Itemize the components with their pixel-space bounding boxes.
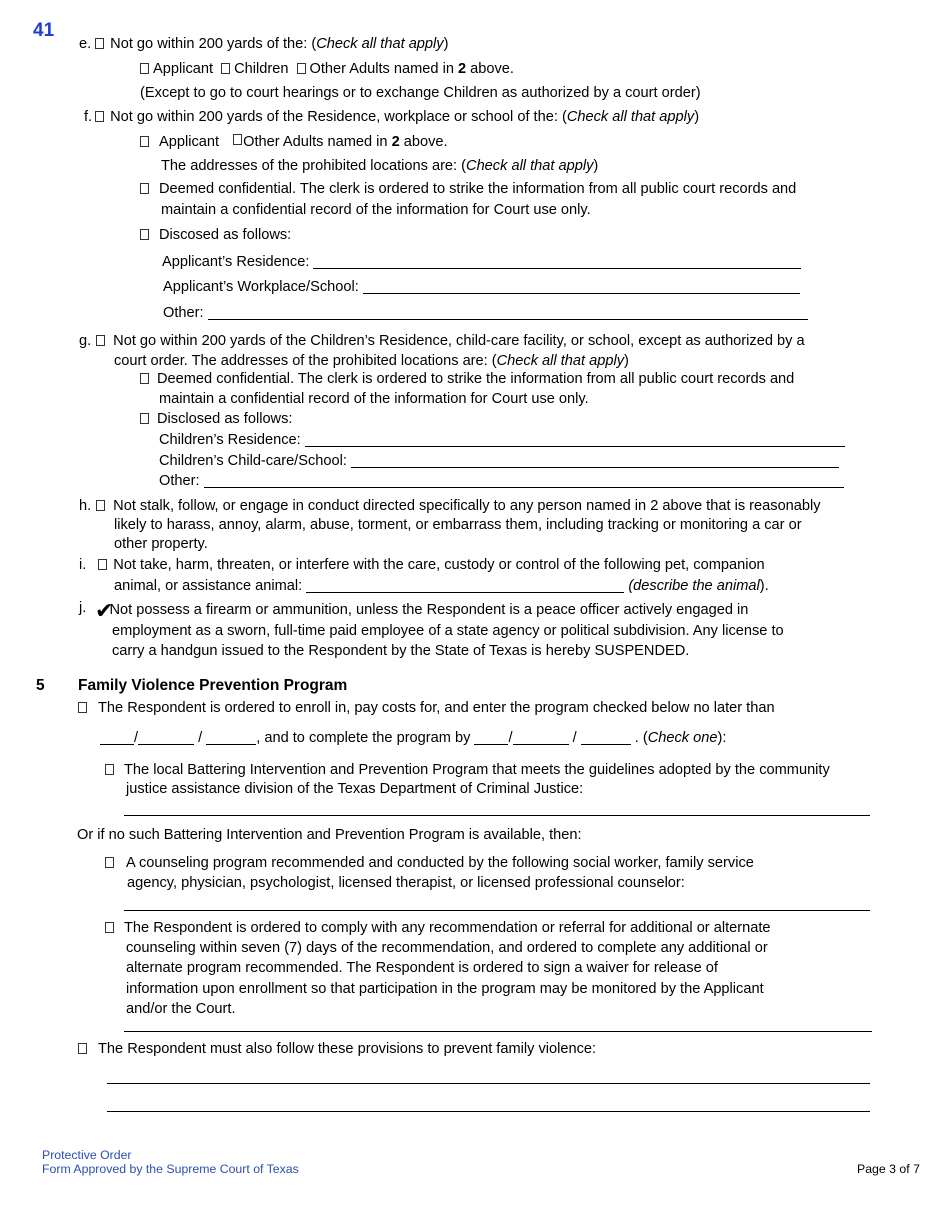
checkbox-g-disclosed[interactable] <box>140 413 149 424</box>
checkbox-bipp[interactable] <box>105 764 114 775</box>
checkbox-counsel[interactable] <box>105 857 114 868</box>
bipp-input[interactable] <box>124 815 870 816</box>
item-i-line2: animal, or assistance animal: (describe the animal). <box>114 578 769 594</box>
footer-page-number: Page 3 of 7 <box>857 1162 920 1176</box>
item-j: j. <box>79 600 87 616</box>
checkbox-f-applicant[interactable] <box>140 136 149 147</box>
checkbox-comply[interactable] <box>105 922 114 933</box>
checkbox-g-confidential[interactable] <box>140 373 149 384</box>
provisions-input-1[interactable] <box>107 1083 870 1084</box>
comply-item: The Respondent is ordered to comply with any recommendation or referral for additional or alternate <box>105 919 771 937</box>
item-g-disclosed: Disclosed as follows: <box>140 410 292 428</box>
checkbox-e-applicant[interactable] <box>140 63 149 74</box>
item-j-line1: ✔Not possess a firearm or ammunition, unless the Respondent is a peace officer actively engaged in <box>95 598 749 623</box>
checkbox-e[interactable] <box>95 38 104 49</box>
also-item: The Respondent must also follow these provisions to prevent family violence: <box>78 1040 596 1058</box>
checkbox-f-disclosed[interactable] <box>140 229 149 240</box>
item-f-disclosed: Discosed as follows: <box>140 226 291 244</box>
item-f-options: Applicant Other Adults named in 2 above. <box>140 133 448 151</box>
f-workplace-input[interactable] <box>363 279 800 294</box>
item-g-line2: court order. The addresses of the prohibited locations are: (Check all that apply) <box>114 353 629 369</box>
item-g: g. Not go within 200 yards of the Children’s Residence, child-care facility, or school, except as authorized by a <box>79 333 805 349</box>
g-childcare-field: Children’s Child-care/School: <box>159 452 839 470</box>
item-f-confidential-2: maintain a confidential record of the information for Court use only. <box>161 202 591 218</box>
g-residence-field: Children’s Residence: <box>159 431 845 449</box>
f-other-field: Other: <box>163 304 808 322</box>
end-month-input[interactable] <box>474 730 508 745</box>
checkbox-i[interactable] <box>98 559 107 570</box>
comply-line5: and/or the Court. <box>126 1001 236 1017</box>
item-f-addresses: The addresses of the prohibited locations are: (Check all that apply) <box>161 158 599 174</box>
enroll-item: The Respondent is ordered to enroll in, pay costs for, and enter the program checked below no later than <box>78 699 775 717</box>
checkbox-enroll[interactable] <box>78 702 87 713</box>
provisions-input-2[interactable] <box>107 1111 870 1112</box>
footer-form-name: Protective Order <box>42 1148 132 1162</box>
start-year-input[interactable] <box>206 730 256 745</box>
comply-line2: counseling within seven (7) days of the recommendation, and ordered to complete any additional or <box>126 940 768 956</box>
g-other-input[interactable] <box>204 473 844 488</box>
counsel-line2: agency, physician, psychologist, licensed therapist, or licensed professional counselor: <box>127 875 685 891</box>
item-f: f. Not go within 200 yards of the Residence, workplace or school of the: (Check all that apply) <box>84 109 700 125</box>
checkbox-e-other-adults[interactable] <box>297 63 306 74</box>
item-j-line2: employment as a sworn, full-time paid employee of a state agency or political subdivision. Any license to <box>112 623 784 639</box>
checkbox-g[interactable] <box>96 335 105 346</box>
animal-description-input[interactable] <box>306 578 624 593</box>
g-residence-input[interactable] <box>305 432 845 447</box>
checkbox-f-confidential[interactable] <box>140 183 149 194</box>
enroll-dates: / / , and to complete the program by / / . (Check one): <box>100 729 726 747</box>
comply-line4: information upon enrollment so that participation in the program may be monitored by the Applicant <box>126 981 764 997</box>
item-e-options: Applicant Children Other Adults named in 2 above. <box>140 60 514 78</box>
counsel-item: A counseling program recommended and conducted by the following social worker, family service <box>105 854 754 872</box>
f-workplace-field: Applicant’s Workplace/School: <box>163 278 800 296</box>
checkbox-also[interactable] <box>78 1043 87 1054</box>
f-residence-input[interactable] <box>313 254 801 269</box>
comply-line3: alternate program recommended. The Respondent is ordered to sign a waiver for release of <box>126 960 718 976</box>
start-day-input[interactable] <box>138 730 194 745</box>
bipp-item: The local Battering Intervention and Prevention Program that meets the guidelines adopted by the community <box>105 761 830 779</box>
f-other-input[interactable] <box>208 305 808 320</box>
checkmark-icon[interactable]: ✔ <box>95 598 114 623</box>
item-h-line3: other property. <box>114 536 208 552</box>
item-e-exception: (Except to go to court hearings or to exchange Children as authorized by a court order) <box>140 85 701 101</box>
item-h-line2: likely to harass, annoy, alarm, abuse, torment, or embarrass them, including tracking or monitoring a car or <box>114 517 802 533</box>
checkbox-f[interactable] <box>95 111 104 122</box>
item-f-confidential: Deemed confidential. The clerk is ordered to strike the information from all public court records and <box>140 180 796 198</box>
footer-approved: Form Approved by the Supreme Court of Texas <box>42 1162 299 1176</box>
end-year-input[interactable] <box>581 730 631 745</box>
end-day-input[interactable] <box>513 730 569 745</box>
page-label: 41 <box>33 20 55 41</box>
or-if-text: Or if no such Battering Intervention and Prevention Program is available, then: <box>77 827 582 843</box>
item-e: e. Not go within 200 yards of the: (Check all that apply) <box>79 36 449 52</box>
section-5-number: 5 <box>36 677 45 694</box>
item-i: i. Not take, harm, threaten, or interfere with the care, custody or control of the following pet, companion <box>79 557 765 573</box>
comply-input[interactable] <box>124 1031 872 1032</box>
item-g-confidential: Deemed confidential. The clerk is ordered to strike the information from all public court records and <box>140 370 794 388</box>
g-childcare-input[interactable] <box>351 453 839 468</box>
item-g-confidential-2: maintain a confidential record of the information for Court use only. <box>159 391 589 407</box>
f-residence-field: Applicant’s Residence: <box>162 253 801 271</box>
counsel-input[interactable] <box>124 910 870 911</box>
checkbox-h[interactable] <box>96 500 105 511</box>
checkbox-f-other-adults[interactable] <box>233 134 242 145</box>
start-month-input[interactable] <box>100 730 134 745</box>
checkbox-e-children[interactable] <box>221 63 230 74</box>
item-h: h. Not stalk, follow, or engage in conduct directed specifically to any person named in 2 above that is reasonably <box>79 498 821 514</box>
bipp-line2: justice assistance division of the Texas Department of Criminal Justice: <box>126 781 584 797</box>
g-other-field: Other: <box>159 472 844 490</box>
item-j-line3: carry a handgun issued to the Respondent by the State of Texas is hereby SUSPENDED. <box>112 643 690 659</box>
section-5-title: Family Violence Prevention Program <box>78 677 348 694</box>
